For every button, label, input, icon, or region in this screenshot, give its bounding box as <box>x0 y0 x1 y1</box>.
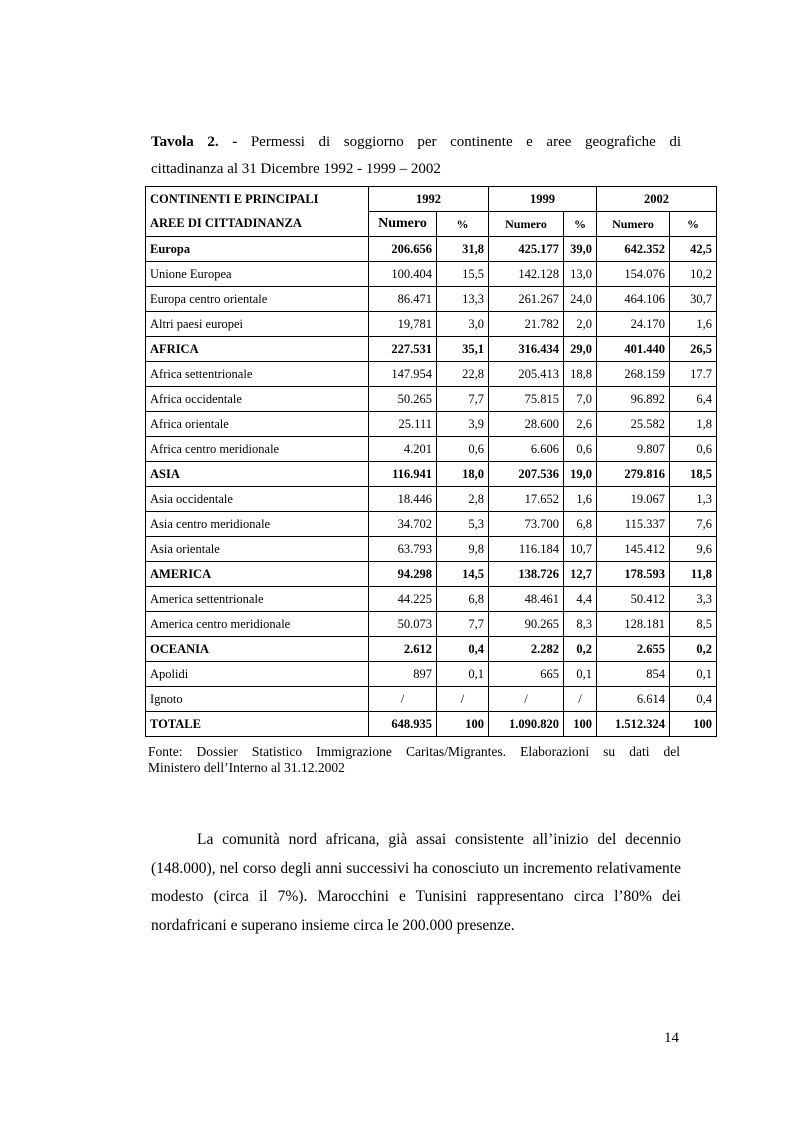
cell-percent: 2,6 <box>564 412 597 437</box>
row-label: OCEANIA <box>146 637 369 662</box>
cell-percent: 1,6 <box>670 312 717 337</box>
cell-percent: 6,4 <box>670 387 717 412</box>
header-row-sub <box>146 212 717 237</box>
row-label: Unione Europea <box>146 262 369 287</box>
cell-percent: 0,1 <box>670 662 717 687</box>
page-number: 14 <box>664 1030 679 1046</box>
source-line-2: Ministero dell’Interno al 31.12.2002 <box>148 760 345 775</box>
cell-percent: 7,7 <box>437 387 489 412</box>
sub-numero-2002: Numero <box>597 212 670 237</box>
cell-percent: 100 <box>437 712 489 737</box>
cell-percent: 29,0 <box>564 337 597 362</box>
cell-numero: 50.073 <box>369 612 437 637</box>
table-row <box>146 287 717 312</box>
cell-percent: 0,6 <box>564 437 597 462</box>
cell-numero: 642.352 <box>597 237 670 262</box>
table-row <box>146 612 717 637</box>
cell-percent: 1,8 <box>670 412 717 437</box>
cell-numero: 207.536 <box>489 462 564 487</box>
table-row <box>146 387 717 412</box>
cell-percent: 3,0 <box>437 312 489 337</box>
cell-percent: 26,5 <box>670 337 717 362</box>
table-row <box>146 637 717 662</box>
cell-numero: 897 <box>369 662 437 687</box>
cell-numero: 24.170 <box>597 312 670 337</box>
cell-percent: 10,7 <box>564 537 597 562</box>
cell-percent: 3,3 <box>670 587 717 612</box>
cell-percent: 4,4 <box>564 587 597 612</box>
cell-numero: 261.267 <box>489 287 564 312</box>
cell-percent: 18,0 <box>437 462 489 487</box>
header-col1-line2: AREE DI CITTADINANZA <box>146 212 369 237</box>
cell-percent: 0,6 <box>437 437 489 462</box>
cell-numero: 665 <box>489 662 564 687</box>
cell-numero: / <box>489 687 564 712</box>
cell-percent: 100 <box>670 712 717 737</box>
year-1999: 1999 <box>489 187 597 212</box>
cell-numero: 154.076 <box>597 262 670 287</box>
cell-percent: 1,3 <box>670 487 717 512</box>
sub-pct-2002: % <box>670 212 717 237</box>
cell-percent: 2,8 <box>437 487 489 512</box>
row-label: AFRICA <box>146 337 369 362</box>
table-row <box>146 262 717 287</box>
table-row <box>146 487 717 512</box>
cell-percent: 13,3 <box>437 287 489 312</box>
cell-numero: 63.793 <box>369 537 437 562</box>
table-row <box>146 512 717 537</box>
cell-percent: 17.7 <box>670 362 717 387</box>
row-label: America centro meridionale <box>146 612 369 637</box>
row-label: Altri paesi europei <box>146 312 369 337</box>
year-2002: 2002 <box>597 187 717 212</box>
cell-numero: 138.726 <box>489 562 564 587</box>
cell-numero: 279.816 <box>597 462 670 487</box>
cell-numero: 96.892 <box>597 387 670 412</box>
row-label: America settentrionale <box>146 587 369 612</box>
cell-percent: 10,2 <box>670 262 717 287</box>
cell-numero: 18.446 <box>369 487 437 512</box>
row-label: Asia centro meridionale <box>146 512 369 537</box>
cell-percent: 8,3 <box>564 612 597 637</box>
table-row <box>146 687 717 712</box>
cell-numero: 28.600 <box>489 412 564 437</box>
cell-percent: 39,0 <box>564 237 597 262</box>
caption-line-1 <box>151 129 681 156</box>
cell-percent: 18,8 <box>564 362 597 387</box>
cell-numero: 147.954 <box>369 362 437 387</box>
cell-percent: 9,6 <box>670 537 717 562</box>
cell-numero: 75.815 <box>489 387 564 412</box>
cell-numero: 94.298 <box>369 562 437 587</box>
table-row <box>146 587 717 612</box>
cell-percent: 42,5 <box>670 237 717 262</box>
cell-percent: 24,0 <box>564 287 597 312</box>
cell-numero: 178.593 <box>597 562 670 587</box>
cell-numero: / <box>369 687 437 712</box>
cell-percent: 5,3 <box>437 512 489 537</box>
cell-percent: 0,2 <box>564 637 597 662</box>
sub-pct-1992: % <box>437 212 489 237</box>
cell-percent: 7,6 <box>670 512 717 537</box>
cell-percent: 14,5 <box>437 562 489 587</box>
cell-numero: 1.512.324 <box>597 712 670 737</box>
caption-lead: Tavola 2. - <box>151 134 238 150</box>
cell-numero: 401.440 <box>597 337 670 362</box>
cell-numero: 21.782 <box>489 312 564 337</box>
row-label: Asia orientale <box>146 537 369 562</box>
cell-percent: 13,0 <box>564 262 597 287</box>
row-label: TOTALE <box>146 712 369 737</box>
cell-percent: 30,7 <box>670 287 717 312</box>
sub-numero-1999: Numero <box>489 212 564 237</box>
cell-numero: 100.404 <box>369 262 437 287</box>
cell-numero: 44.225 <box>369 587 437 612</box>
cell-numero: 9.807 <box>597 437 670 462</box>
caption-title: Permessi di soggiorno per continente e aree geografiche di <box>250 134 682 150</box>
row-label: Africa occidentale <box>146 387 369 412</box>
row-label: Ignoto <box>146 687 369 712</box>
cell-percent: 1,6 <box>564 487 597 512</box>
cell-percent: 0,4 <box>670 687 717 712</box>
caption-line-2: cittadinanza al 31 Dicembre 1992 - 1999 – 2002 <box>151 161 441 177</box>
cell-percent: 12,7 <box>564 562 597 587</box>
cell-numero: 464.106 <box>597 287 670 312</box>
cell-numero: 205.413 <box>489 362 564 387</box>
cell-percent: / <box>564 687 597 712</box>
cell-numero: 116.941 <box>369 462 437 487</box>
cell-percent: 0,6 <box>670 437 717 462</box>
cell-percent: 15,5 <box>437 262 489 287</box>
source-note <box>148 744 680 776</box>
cell-percent: 0,2 <box>670 637 717 662</box>
table-row <box>146 412 717 437</box>
cell-numero: 227.531 <box>369 337 437 362</box>
cell-numero: 2.655 <box>597 637 670 662</box>
cell-percent: / <box>437 687 489 712</box>
cell-numero: 50.265 <box>369 387 437 412</box>
cell-percent: 6,8 <box>564 512 597 537</box>
row-label: ASIA <box>146 462 369 487</box>
cell-numero: 142.128 <box>489 262 564 287</box>
cell-percent: 8,5 <box>670 612 717 637</box>
cell-percent: 9,8 <box>437 537 489 562</box>
cell-numero: 4.201 <box>369 437 437 462</box>
cell-percent: 6,8 <box>437 587 489 612</box>
body-paragraph-text: La comunità nord africana, già assai consistente all’inizio del decennio (148.000), nel corso degli anni successivi ha conosciuto un incremento relativamente modesto (circa il 7%). Marocchini e Tunisini rappresentano circa l’80% dei nordafricani e superano insieme circa le 200.000 presenze. <box>151 831 681 934</box>
cell-percent: 11,8 <box>670 562 717 587</box>
table-row <box>146 337 717 362</box>
table-row <box>146 662 717 687</box>
cell-numero: 25.111 <box>369 412 437 437</box>
cell-numero: 2.612 <box>369 637 437 662</box>
cell-percent: 0,1 <box>564 662 597 687</box>
table-row <box>146 362 717 387</box>
cell-numero: 50.412 <box>597 587 670 612</box>
cell-numero: 316.434 <box>489 337 564 362</box>
sub-numero-1992: Numero <box>369 212 437 237</box>
cell-percent: 7,7 <box>437 612 489 637</box>
cell-percent: 2,0 <box>564 312 597 337</box>
table-row <box>146 712 717 737</box>
cell-percent: 22,8 <box>437 362 489 387</box>
year-1992: 1992 <box>369 187 489 212</box>
header-row-years <box>146 187 717 212</box>
header-col1-line1: CONTINENTI E PRINCIPALI <box>146 187 369 212</box>
cell-numero: 6.614 <box>597 687 670 712</box>
row-label: Africa centro meridionale <box>146 437 369 462</box>
cell-numero: 86.471 <box>369 287 437 312</box>
cell-numero: 648.935 <box>369 712 437 737</box>
table-row <box>146 462 717 487</box>
cell-numero: 19.067 <box>597 487 670 512</box>
cell-percent: 0,4 <box>437 637 489 662</box>
cell-numero: 34.702 <box>369 512 437 537</box>
table-row <box>146 537 717 562</box>
cell-percent: 3,9 <box>437 412 489 437</box>
table-row <box>146 562 717 587</box>
cell-percent: 31,8 <box>437 237 489 262</box>
cell-percent: 7,0 <box>564 387 597 412</box>
cell-numero: 2.282 <box>489 637 564 662</box>
cell-numero: 145.412 <box>597 537 670 562</box>
cell-numero: 19,781 <box>369 312 437 337</box>
row-label: Africa settentrionale <box>146 362 369 387</box>
cell-numero: 6.606 <box>489 437 564 462</box>
cell-numero: 128.181 <box>597 612 670 637</box>
source-line-1: Fonte: Dossier Statistico Immigrazione Caritas/Migrantes. Elaborazioni su dati del <box>148 744 680 759</box>
cell-numero: 268.159 <box>597 362 670 387</box>
cell-numero: 73.700 <box>489 512 564 537</box>
cell-numero: 25.582 <box>597 412 670 437</box>
cell-numero: 17.652 <box>489 487 564 512</box>
cell-numero: 206.656 <box>369 237 437 262</box>
row-label: Africa orientale <box>146 412 369 437</box>
table-caption <box>151 129 681 183</box>
cell-numero: 115.337 <box>597 512 670 537</box>
cell-numero: 116.184 <box>489 537 564 562</box>
row-label: Apolidi <box>146 662 369 687</box>
cell-percent: 19,0 <box>564 462 597 487</box>
cell-numero: 1.090.820 <box>489 712 564 737</box>
cell-percent: 100 <box>564 712 597 737</box>
cell-numero: 425.177 <box>489 237 564 262</box>
permits-table <box>145 186 717 737</box>
row-label: Asia occidentale <box>146 487 369 512</box>
row-label: AMERICA <box>146 562 369 587</box>
cell-numero: 90.265 <box>489 612 564 637</box>
table-row <box>146 312 717 337</box>
cell-percent: 0,1 <box>437 662 489 687</box>
cell-percent: 18,5 <box>670 462 717 487</box>
row-label: Europa centro orientale <box>146 287 369 312</box>
cell-numero: 48.461 <box>489 587 564 612</box>
row-label: Europa <box>146 237 369 262</box>
sub-pct-1999: % <box>564 212 597 237</box>
cell-numero: 854 <box>597 662 670 687</box>
table-row <box>146 437 717 462</box>
cell-percent: 35,1 <box>437 337 489 362</box>
body-paragraph <box>151 826 681 940</box>
table-row <box>146 237 717 262</box>
